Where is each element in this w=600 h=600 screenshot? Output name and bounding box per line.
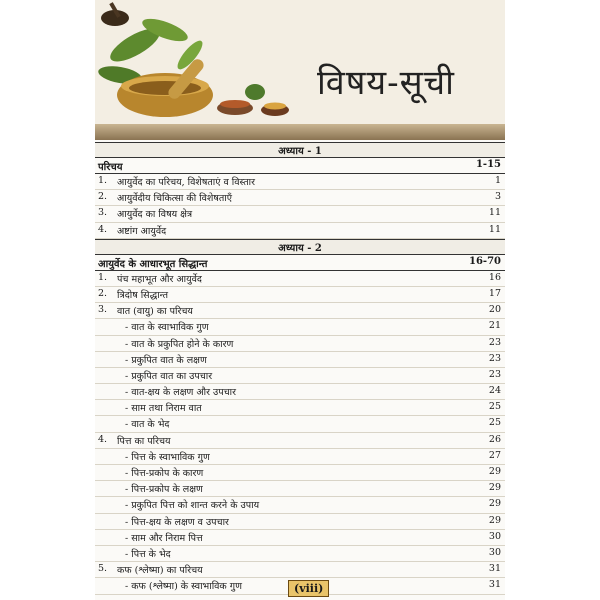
- section-title-row[interactable]: [95, 158, 505, 174]
- entry-page-number: 23: [488, 352, 501, 364]
- entry-title: - वात-क्षय के लक्षण और उपचार: [125, 387, 236, 399]
- entry-number: 4.: [98, 223, 108, 235]
- entry-title: पित्त का परिचय: [117, 435, 171, 447]
- entry-title: - कफ (श्लेष्मा) के स्वाभाविक गुण: [125, 581, 242, 593]
- toc-entry[interactable]: [95, 319, 505, 335]
- entry-page-number: 30: [488, 530, 501, 542]
- entry-page-number: 29: [488, 482, 501, 494]
- entry-title: - प्रकुपित पित्त को शान्त करने के उपाय: [125, 500, 260, 512]
- toc-entry[interactable]: [95, 530, 505, 546]
- entry-title: - पित्त के स्वाभाविक गुण: [125, 451, 210, 463]
- entry-title: आयुर्वेद का परिचय, विशेषताएं व विस्तार: [117, 177, 256, 188]
- entry-number: 1.: [98, 271, 108, 283]
- entry-title: वात (वायु) का परिचय: [117, 306, 193, 318]
- toc-entry[interactable]: [95, 514, 505, 530]
- page-title: विषय-सूची: [317, 63, 455, 103]
- toc-entry[interactable]: [95, 303, 505, 319]
- decorative-stone-strip: [95, 124, 505, 140]
- toc-entry[interactable]: [95, 433, 505, 449]
- entry-title: पंच महाभूत और आयुर्वेद: [117, 273, 202, 285]
- entry-page-number: 29: [488, 514, 501, 526]
- entry-title: - पित्त के भेद: [125, 548, 171, 560]
- entry-number: 3.: [98, 304, 108, 316]
- entry-page-number: 29: [488, 498, 501, 510]
- entry-title: - प्रकुपित वात का उपचार: [125, 370, 213, 382]
- section-title-row[interactable]: [95, 255, 505, 271]
- section-title: परिचय: [98, 162, 123, 173]
- mortar-herbs-illustration: [95, 0, 305, 130]
- entry-page-number: 24: [488, 385, 501, 397]
- entry-title: आयुर्वेदीय चिकित्सा की विशेषताएँ: [117, 193, 233, 205]
- entry-title: आयुर्वेद का विषय क्षेत्र: [117, 209, 193, 221]
- entry-number: 5.: [98, 563, 108, 575]
- entry-page-number: 31: [488, 563, 501, 575]
- entry-number: 4.: [98, 433, 108, 445]
- entry-page-number: 23: [488, 368, 501, 380]
- entry-number: 2.: [98, 287, 108, 299]
- entry-page-number: 17: [488, 287, 501, 299]
- entry-number: 1.: [98, 175, 108, 186]
- chapter-heading-text: अध्याय - 1: [278, 146, 322, 157]
- toc-entry[interactable]: [95, 384, 505, 400]
- chapter-heading: [95, 142, 505, 158]
- entry-page-number: 16: [488, 271, 501, 283]
- book-page: [95, 0, 505, 600]
- section-page-range: 1-15: [475, 159, 501, 170]
- entry-title: कफ (श्लेष्मा) का परिचय: [117, 565, 203, 577]
- entry-title: - वात के स्वाभाविक गुण: [125, 322, 209, 334]
- entry-title: - वात के प्रकुपित होने के कारण: [125, 338, 234, 350]
- entry-page-number: 23: [488, 336, 501, 348]
- entry-page-number: 1: [494, 175, 501, 186]
- chapter-heading-text: अध्याय - 2: [278, 242, 322, 254]
- toc-entry[interactable]: [95, 497, 505, 513]
- page-header: [95, 0, 505, 140]
- toc-entry[interactable]: [95, 562, 505, 578]
- entry-title: - साम और निराम पित्त: [125, 532, 203, 544]
- entry-page-number: 30: [488, 546, 501, 558]
- entry-page-number: 31: [488, 579, 501, 591]
- entry-page-number: 11: [488, 207, 501, 219]
- toc-entry[interactable]: [95, 206, 505, 222]
- entry-title: त्रिदोष सिद्धान्त: [117, 289, 168, 301]
- toc-entry[interactable]: [95, 465, 505, 481]
- toc-entry[interactable]: [95, 174, 505, 190]
- entry-page-number: 20: [488, 304, 501, 316]
- entry-title: - पित्त-प्रकोप के लक्षण: [125, 484, 203, 496]
- toc-entry[interactable]: [95, 546, 505, 562]
- page-number: (viii): [288, 580, 329, 597]
- entry-number: 2.: [98, 191, 108, 203]
- toc-entry[interactable]: [95, 400, 505, 416]
- table-of-contents: [95, 142, 505, 595]
- toc-entry[interactable]: [95, 449, 505, 465]
- chapter-heading: [95, 239, 505, 255]
- toc-entry[interactable]: [95, 190, 505, 206]
- entry-title: - पित्त-क्षय के लक्षण व उपचार: [125, 516, 229, 528]
- entry-page-number: 21: [488, 320, 501, 332]
- entry-title: - साम तथा निराम वात: [125, 403, 202, 415]
- entry-page-number: 27: [488, 449, 501, 461]
- toc-entry[interactable]: [95, 271, 505, 287]
- toc-entry[interactable]: [95, 223, 505, 239]
- toc-entry[interactable]: [95, 287, 505, 303]
- entry-page-number: 26: [488, 433, 501, 445]
- entry-page-number: 29: [488, 466, 501, 477]
- entry-title: अष्टांग आयुर्वेद: [117, 225, 167, 237]
- toc-entry[interactable]: [95, 368, 505, 384]
- toc-entry[interactable]: [95, 336, 505, 352]
- entry-title: - पित्त-प्रकोप के कारण: [125, 468, 204, 479]
- entry-page-number: 11: [488, 223, 501, 235]
- toc-entry[interactable]: [95, 481, 505, 497]
- entry-page-number: 25: [488, 401, 501, 413]
- section-title: आयुर्वेद के आधारभूत सिद्धान्त: [98, 258, 208, 270]
- entry-number: 3.: [98, 207, 108, 219]
- section-page-range: 16-70: [469, 255, 501, 267]
- entry-page-number: 3: [494, 191, 501, 203]
- toc-entry[interactable]: [95, 416, 505, 432]
- entry-page-number: 25: [488, 417, 501, 429]
- entry-title: - वात के भेद: [125, 419, 170, 431]
- entry-title: - प्रकुपित वात के लक्षण: [125, 354, 207, 366]
- toc-entry[interactable]: [95, 352, 505, 368]
